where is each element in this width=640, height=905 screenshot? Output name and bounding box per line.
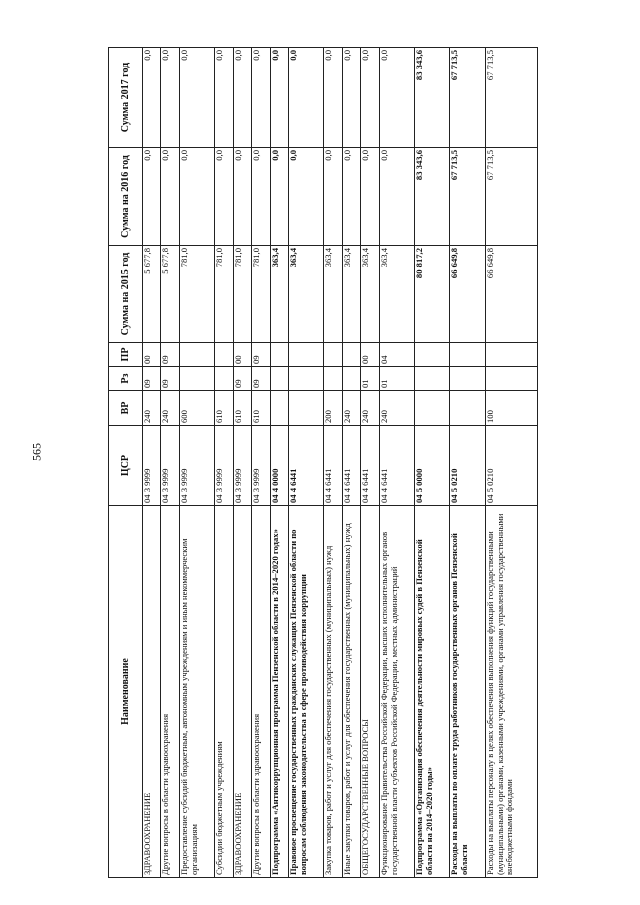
cell-pr xyxy=(342,343,360,367)
header-name: Наименование xyxy=(109,506,143,878)
cell-sum-2016: 0,0 xyxy=(179,148,214,246)
cell-csr: 04 4 6441 xyxy=(289,426,324,506)
cell-sum-2017: 0,0 xyxy=(215,48,233,148)
cell-pr: 09 xyxy=(252,343,270,367)
cell-pr xyxy=(485,343,537,367)
cell-pr xyxy=(450,343,485,367)
cell-name: ЗДРАВООХРАНЕНИЕ xyxy=(233,506,251,878)
cell-name: Субсидии бюджетным учреждениям xyxy=(215,506,233,878)
cell-rz: 09 xyxy=(161,367,179,391)
cell-rz xyxy=(342,367,360,391)
cell-sum-2015: 781,0 xyxy=(179,246,214,343)
cell-name: Закупка товаров, работ и услуг для обеспечения государственных (муниципальных) нужд xyxy=(324,506,342,878)
cell-sum-2017: 0,0 xyxy=(289,48,324,148)
cell-name: ЗДРАВООХРАНЕНИЕ xyxy=(143,506,161,878)
header-row xyxy=(109,48,143,878)
cell-vr xyxy=(270,391,288,426)
cell-pr: 00 xyxy=(233,343,251,367)
table-row xyxy=(415,48,450,878)
cell-pr xyxy=(289,343,324,367)
cell-name: Подпрограмма «Антикоррупционная программа Пензенской области в 2014–2020 годах» xyxy=(270,506,288,878)
cell-name: Подпрограмма «Организация обеспечения деятельности мировых судей в Пензенской области на 2014–2020 годы» xyxy=(415,506,450,878)
cell-name: Правовое просвещение государственных гражданских служащих Пензенской области по вопросам соблюдения законодательства в сфере противодействия коррупции xyxy=(289,506,324,878)
table-row xyxy=(161,48,179,878)
cell-rz xyxy=(215,367,233,391)
rotated-table-container xyxy=(108,48,538,878)
cell-csr: 04 3 9999 xyxy=(215,426,233,506)
cell-sum-2016: 83 343,6 xyxy=(415,148,450,246)
cell-csr: 04 4 6441 xyxy=(361,426,379,506)
cell-rz xyxy=(179,367,214,391)
cell-sum-2015: 5 677,8 xyxy=(143,246,161,343)
cell-name: Расходы на выплаты по оплате труда работников государственных органов Пензенской области xyxy=(450,506,485,878)
table-row xyxy=(233,48,251,878)
cell-name: Предоставление субсидий бюджетным, автономным учреждениям и иным некоммерческим организациям xyxy=(179,506,214,878)
cell-sum-2016: 0,0 xyxy=(342,148,360,246)
cell-sum-2016: 0,0 xyxy=(379,148,414,246)
header-sum-2017: Сумма 2017 год xyxy=(109,48,143,148)
cell-csr: 04 3 9999 xyxy=(143,426,161,506)
cell-vr: 240 xyxy=(379,391,414,426)
cell-rz xyxy=(450,367,485,391)
cell-sum-2016: 0,0 xyxy=(143,148,161,246)
cell-sum-2017: 67 713,5 xyxy=(450,48,485,148)
cell-name: Другие вопросы в области здравоохранения xyxy=(161,506,179,878)
cell-sum-2016: 67 713,5 xyxy=(485,148,537,246)
table-row xyxy=(289,48,324,878)
cell-sum-2015: 80 817,2 xyxy=(415,246,450,343)
cell-pr: 00 xyxy=(143,343,161,367)
cell-sum-2016: 0,0 xyxy=(252,148,270,246)
cell-sum-2017: 67 713,5 xyxy=(485,48,537,148)
cell-rz: 09 xyxy=(233,367,251,391)
cell-pr xyxy=(324,343,342,367)
table-row xyxy=(361,48,379,878)
cell-rz: 01 xyxy=(361,367,379,391)
cell-csr: 04 4 0000 xyxy=(270,426,288,506)
cell-vr: 200 xyxy=(324,391,342,426)
cell-sum-2017: 0,0 xyxy=(179,48,214,148)
cell-sum-2015: 66 649,8 xyxy=(450,246,485,343)
header-csr: ЦСР xyxy=(109,426,143,506)
cell-pr xyxy=(179,343,214,367)
cell-name: Иные закупки товаров, работ и услуг для обеспечения государственных (муниципальных) нужд xyxy=(342,506,360,878)
cell-csr: 04 5 0000 xyxy=(415,426,450,506)
cell-csr: 04 4 6441 xyxy=(324,426,342,506)
cell-vr: 600 xyxy=(179,391,214,426)
cell-vr xyxy=(289,391,324,426)
cell-sum-2017: 0,0 xyxy=(379,48,414,148)
table-row xyxy=(179,48,214,878)
cell-rz: 01 xyxy=(379,367,414,391)
cell-sum-2016: 0,0 xyxy=(361,148,379,246)
cell-sum-2015: 363,4 xyxy=(361,246,379,343)
cell-vr: 240 xyxy=(143,391,161,426)
cell-sum-2015: 5 677,8 xyxy=(161,246,179,343)
cell-sum-2016: 0,0 xyxy=(324,148,342,246)
cell-csr: 04 4 6441 xyxy=(342,426,360,506)
table-body xyxy=(143,48,538,878)
cell-sum-2016: 0,0 xyxy=(270,148,288,246)
cell-csr: 04 3 9999 xyxy=(179,426,214,506)
cell-sum-2015: 781,0 xyxy=(252,246,270,343)
cell-sum-2015: 363,4 xyxy=(289,246,324,343)
cell-pr xyxy=(215,343,233,367)
cell-pr xyxy=(415,343,450,367)
cell-vr xyxy=(415,391,450,426)
cell-vr: 100 xyxy=(485,391,537,426)
cell-sum-2015: 363,4 xyxy=(270,246,288,343)
table-row xyxy=(143,48,161,878)
table-row xyxy=(342,48,360,878)
table-row xyxy=(450,48,485,878)
cell-rz xyxy=(324,367,342,391)
cell-csr: 04 5 0210 xyxy=(485,426,537,506)
cell-name: Функционирование Правительства Российской Федерации, высших исполнительных органов государственной власти субъектов Российской Федерации, местных администраций xyxy=(379,506,414,878)
cell-vr: 240 xyxy=(342,391,360,426)
header-rz: Рз xyxy=(109,367,143,391)
cell-vr: 240 xyxy=(361,391,379,426)
table-row xyxy=(485,48,537,878)
cell-rz: 09 xyxy=(143,367,161,391)
cell-sum-2016: 0,0 xyxy=(215,148,233,246)
cell-sum-2015: 781,0 xyxy=(233,246,251,343)
page-number: 565 xyxy=(29,443,44,461)
cell-rz xyxy=(485,367,537,391)
cell-csr: 04 4 6441 xyxy=(379,426,414,506)
cell-sum-2015: 363,4 xyxy=(379,246,414,343)
cell-pr xyxy=(270,343,288,367)
cell-sum-2017: 0,0 xyxy=(252,48,270,148)
cell-sum-2016: 0,0 xyxy=(233,148,251,246)
table-row xyxy=(270,48,288,878)
cell-vr: 240 xyxy=(161,391,179,426)
header-vr: ВР xyxy=(109,391,143,426)
cell-sum-2017: 0,0 xyxy=(233,48,251,148)
header-sum-2016: Сумма на 2016 год xyxy=(109,148,143,246)
cell-pr: 04 xyxy=(379,343,414,367)
cell-rz xyxy=(415,367,450,391)
table-row xyxy=(324,48,342,878)
table-row xyxy=(252,48,270,878)
cell-sum-2016: 0,0 xyxy=(289,148,324,246)
cell-pr: 00 xyxy=(361,343,379,367)
cell-rz xyxy=(289,367,324,391)
cell-name: ОБЩЕГОСУДАРСТВЕННЫЕ ВОПРОСЫ xyxy=(361,506,379,878)
budget-table xyxy=(108,47,538,878)
cell-rz xyxy=(270,367,288,391)
cell-sum-2017: 83 343,6 xyxy=(415,48,450,148)
cell-csr: 04 3 9999 xyxy=(161,426,179,506)
table-row xyxy=(379,48,414,878)
cell-sum-2017: 0,0 xyxy=(143,48,161,148)
cell-name: Другие вопросы в области здравоохранения xyxy=(252,506,270,878)
cell-csr: 04 5 0210 xyxy=(450,426,485,506)
header-sum-2015: Сумма на 2015 год xyxy=(109,246,143,343)
cell-vr xyxy=(450,391,485,426)
cell-vr: 610 xyxy=(233,391,251,426)
cell-vr: 610 xyxy=(215,391,233,426)
cell-vr: 610 xyxy=(252,391,270,426)
cell-csr: 04 3 9999 xyxy=(233,426,251,506)
cell-pr: 09 xyxy=(161,343,179,367)
cell-sum-2017: 0,0 xyxy=(342,48,360,148)
cell-sum-2015: 66 649,8 xyxy=(485,246,537,343)
cell-rz: 09 xyxy=(252,367,270,391)
header-pr: ПР xyxy=(109,343,143,367)
table-row xyxy=(215,48,233,878)
cell-sum-2015: 363,4 xyxy=(342,246,360,343)
cell-sum-2017: 0,0 xyxy=(161,48,179,148)
cell-sum-2016: 67 713,5 xyxy=(450,148,485,246)
cell-sum-2015: 781,0 xyxy=(215,246,233,343)
cell-sum-2016: 0,0 xyxy=(161,148,179,246)
cell-name: Расходы на выплаты персоналу в целях обеспечения выполнения функций государственными (муниципальными) органами, казенными учреждениями, органами управления государственными внебюджетными фондами xyxy=(485,506,537,878)
cell-sum-2015: 363,4 xyxy=(324,246,342,343)
cell-csr: 04 3 9999 xyxy=(252,426,270,506)
cell-sum-2017: 0,0 xyxy=(270,48,288,148)
cell-sum-2017: 0,0 xyxy=(324,48,342,148)
cell-sum-2017: 0,0 xyxy=(361,48,379,148)
